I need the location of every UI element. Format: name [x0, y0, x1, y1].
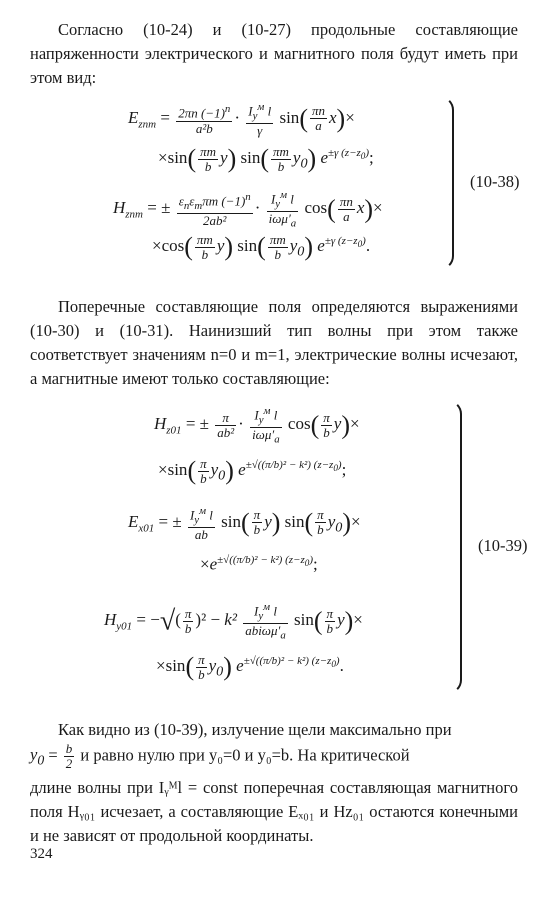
equation-10-38-brace [440, 96, 454, 270]
equation-10-39-line6: ×sin( $\frac{\pi}{b}$ $y_0$) $e^{\pm√((\pi/b)^2 - k^2) (z-z_0)}$. [156, 651, 344, 682]
equation-10-38-line2: ×sin( $\frac{\pi m}{b}$ y) sin( $\frac{\pi m}{b}$ $y_0$) $e^{\pm\gamma (z-z_0)}$; [158, 143, 374, 174]
page-number: 324 [30, 846, 53, 862]
paragraph-transverse: Поперечные составляющие поля определяются выражениями (10-30) и (10-31). Наинизший тип волны при этом также соответствует значениям n=0 и m=1, электрические волны исчезают, а магнитные имеют только составляющие: [30, 297, 518, 388]
paragraph-conclusion-line1 [30, 718, 518, 742]
equation-10-39-line4: $\times e^{\pm√((\pi/b)^2 - k^2) (z-z_0)}$; [200, 554, 318, 574]
paragraph-conclusion-part2: и равно нулю при y₀=0 и y₀=b. На критической [80, 745, 410, 765]
equation-10-39-number: (10-39) [478, 536, 528, 555]
equation-10-38-line3: $H_{znm}$ = ± $\frac{\varepsilon_n\varepsilon_m\pi m (-1)^n}{\text{2ab²}}$ · $\frac{I_y^м l}{i\omega\mu'_a}$ cos( $\frac{\pi n}{a}$ x)× [113, 189, 383, 230]
equation-10-38 [0, 92, 550, 272]
equation-10-38-line4: ×cos( $\frac{\pi m}{b}$ y) sin( $\frac{\pi m}{b}$ $y_0$) $e^{\pm\gamma (z-z_0)}$. [152, 231, 371, 262]
paragraph-intro: Согласно (10-24) и (10-27) продольные составляющие напряженности электрического и магнитного поля будут иметь при этом вид: [30, 20, 518, 87]
paragraph-conclusion-line3: длине волны при Iᵧᴹl = const поперечная составляющая магнитного поля Hᵧ₀₁ исчезает, а составляющие Eₓ₀₁ и Hz₀₁ остаются конечными и не зависят от продольной координаты. [30, 778, 518, 845]
equation-10-39-line3: $E_{x01}$ = ± $\frac{I_y^м l}{ab}$ sin( $\frac{\pi}{b}$ y) sin( $\frac{\pi}{b}$ $y_0)\times$ [128, 505, 361, 542]
equation-10-39 [0, 396, 550, 696]
paragraph-conclusion-part1: Как видно из (10-39), излучение щели максимально при [58, 720, 452, 739]
equation-10-39-brace [448, 400, 462, 694]
equation-10-39-line1: $H_{z01}$ = ± $\frac{\pi}{\text{ab²}}$ · $\frac{I_y^м l}{i\omega\mu'_a}$ cos( $\frac{\pi}{b}$ y)× [154, 405, 360, 446]
equation-10-38-line1: $E_{znm}$ = $\frac{2\pi n (-1)^n}{\text{a²b}}$ · $\frac{I_y^м l}{\gamma}$ sin( $\frac{\pi n}{a}$ x)× [128, 101, 355, 138]
equation-10-39-line2: ×sin( $\frac{\pi}{b}$ $y_0$) $e^{\pm√((\pi/b)^2 - k^2) (z-z_0)}$; [158, 455, 347, 486]
equation-10-38-number: (10-38) [470, 172, 520, 191]
paragraph-conclusion-line2: $y_0$ = $\frac{b}{2}$ и равно нулю при y₀=0 и y₀=b. На критической [30, 741, 410, 771]
equation-10-39-line5: $H_{y01}$ = −√( $\frac{\pi}{b}$ )² − k² $\frac{I_y^м l}{abi\omega\mu'_a}$ sin( $\frac{\pi}{b}$ y)× [104, 601, 363, 642]
